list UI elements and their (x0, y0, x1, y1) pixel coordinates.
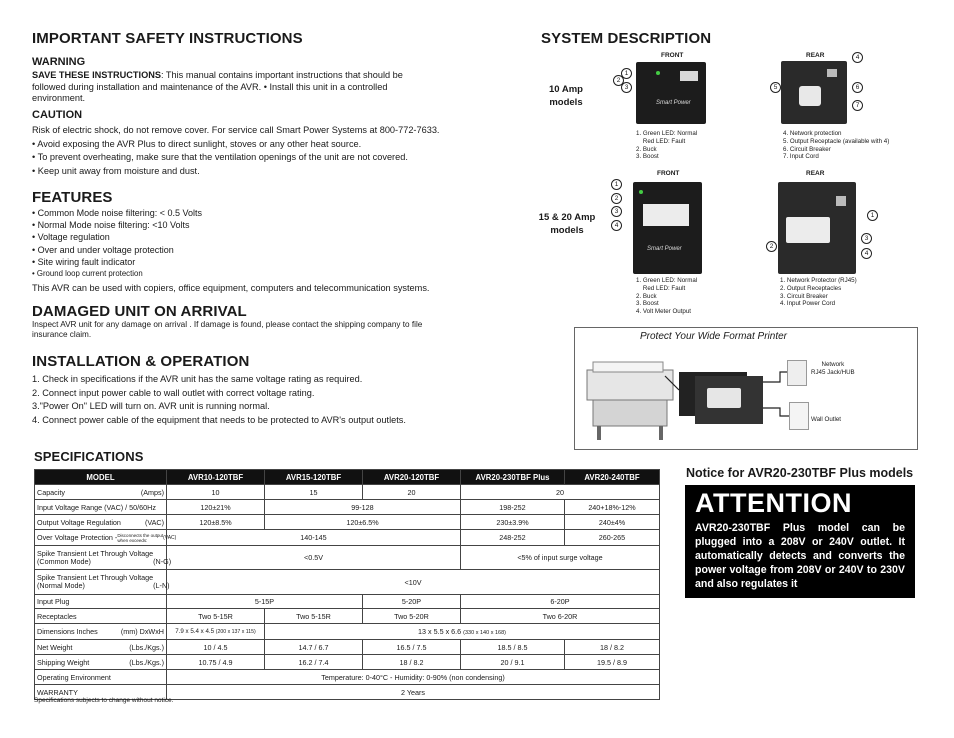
row-unit: (L-N) (153, 581, 170, 590)
row-label-text: Capacity (37, 487, 65, 497)
table-cell: 15 (265, 485, 363, 500)
warning-lead: SAVE THESE INSTRUCTIONS (32, 70, 161, 80)
row-label-text: Dimensions Inches (37, 627, 98, 636)
avr15-rear-image (778, 182, 856, 274)
printer-panel-title: Protect Your Wide Format Printer (640, 331, 788, 342)
caption-line: 3. Boost (636, 300, 659, 308)
callout-marker: 4 (611, 220, 622, 231)
table-cell: 18 / 8.2 (565, 640, 660, 655)
installation-step: 4. Connect power cable of the equipment that needs to be protected to AVR's output outlets. (32, 414, 406, 425)
table-cell: 19.5 / 8.9 (565, 655, 660, 670)
table-cell: 240+18%-12% (565, 500, 660, 515)
row-label (35, 530, 177, 546)
brand-logo: Smart Power (647, 246, 682, 252)
row-label: Input Voltage Range (VAC) / 50/60Hz (35, 500, 167, 515)
table-header: AVR15-120TBF (265, 470, 363, 485)
caption-line: 4. Network protection (783, 130, 842, 137)
network-label-line: Network (821, 361, 845, 368)
network-label-line: RJ45 Jack/HUB (811, 369, 855, 376)
row-label-text: Shipping Weight (37, 657, 90, 667)
callout-marker: 1 (621, 68, 632, 79)
callout-marker: 3 (611, 206, 622, 217)
caution-line: • Keep unit away from moisture and dust. (32, 165, 200, 176)
table-row (35, 609, 660, 624)
rear-label-15: REAR (806, 170, 825, 177)
specs-footnote: Specifications subjects to change without notice. (34, 697, 174, 704)
row-label (35, 485, 167, 500)
table-header: AVR10-120TBF (167, 470, 265, 485)
front-15-caption (636, 277, 697, 316)
callout-marker: 6 (852, 82, 863, 93)
row-label: Input Plug (35, 595, 167, 609)
model-15-line: models (550, 225, 584, 236)
row-label (35, 624, 167, 640)
table-cell: 20 (461, 485, 660, 500)
table-row (35, 624, 660, 640)
network-jack-icon (787, 360, 807, 386)
meter-display (680, 71, 698, 81)
caption-line: 3. Circuit Breaker (780, 292, 828, 300)
printer-panel (574, 327, 918, 450)
receptacle-icon (786, 217, 830, 243)
table-cell: 20 (363, 485, 461, 500)
row-label-line: Spike Transient Let Through Voltage (37, 548, 154, 558)
feature-item: • Site wiring fault indicator (32, 256, 136, 267)
model-10-label (549, 83, 583, 109)
table-row (35, 570, 660, 595)
feature-item: • Over and under voltage protection (32, 244, 174, 255)
table-cell: 248-252 (461, 530, 565, 546)
connection-lines (575, 328, 917, 449)
callout-marker: 2 (611, 193, 622, 204)
attention-heading: ATTENTION (695, 488, 852, 518)
table-cell: Two 5-15R (167, 609, 265, 624)
row-label (35, 546, 172, 570)
caution-line: Risk of electric shock, do not remove cover. For service call Smart Power Systems at 800-772-7633. (32, 125, 440, 135)
led-icon (639, 190, 643, 194)
wall-outlet-label: Wall Outlet (811, 416, 842, 423)
model-10-line: 10 Amp (549, 84, 583, 95)
caption-line: 1. Green LED: Normal (636, 130, 698, 137)
model-15-line: 15 & 20 Amp (538, 212, 596, 223)
table-cell: 20 / 9.1 (461, 655, 565, 670)
table-row (35, 640, 660, 655)
network-port-icon (827, 69, 837, 77)
callout-marker: 4 (852, 52, 863, 63)
caption-line: 4. Volt Meter Output (636, 308, 692, 316)
features-summary: This AVR can be used with copiers, office equipment, computers and telecommunication systems. (32, 283, 430, 293)
table-row (35, 546, 660, 570)
row-label-text: Over Voltage Protection - (37, 533, 118, 542)
model-15-label (537, 211, 597, 237)
table-cell (265, 624, 660, 640)
table-cell: 18 / 8.2 (363, 655, 461, 670)
caption-line: 2. Buck (636, 292, 657, 300)
callout-marker: 5 (770, 82, 781, 93)
caption-line: 1. Network Protector (RJ45) (780, 277, 857, 284)
callout-marker: 4 (861, 248, 872, 259)
table-cell: 18.5 / 8.5 (461, 640, 565, 655)
table-row (35, 530, 660, 546)
table-cell: 10 (167, 485, 265, 500)
spec-table (34, 469, 660, 700)
table-cell: 120±6.5% (265, 515, 461, 530)
damaged-text: Inspect AVR unit for any damage on arrival . If damage is found, please contact the shipping company to file insurance claim. (32, 320, 423, 340)
table-row (35, 500, 660, 515)
caption-line: Red LED: Fault (636, 284, 686, 292)
dimension-value: 7.9 x 5.4 x 4.5 (175, 628, 215, 635)
callout-marker: 2 (766, 241, 777, 252)
notice-title: Notice for AVR20-230TBF Plus models (686, 466, 914, 480)
front-label-15: FRONT (657, 170, 680, 177)
dimension-value: 13 x 5.5 x 6.6 (418, 627, 462, 636)
table-cell: <0.5V (167, 546, 461, 570)
row-label-line: (Common Mode) (37, 556, 91, 566)
row-note-line: when exceeds: (117, 537, 148, 543)
table-cell: Two 5-20R (363, 609, 461, 624)
table-cell: 140-145 (167, 530, 461, 546)
row-label: Operating Environment (35, 670, 167, 685)
table-cell: 5-15P (167, 595, 363, 609)
table-header: MODEL (35, 470, 167, 485)
brand-logo: Smart Power (656, 100, 691, 106)
wall-outlet-icon (789, 402, 809, 430)
table-cell: 2 Years (167, 685, 660, 700)
installation-step: 2. Connect input power cable to wall outlet with correct voltage rating. (32, 387, 315, 398)
table-cell: 120±8.5% (167, 515, 265, 530)
damaged-title: DAMAGED UNIT ON ARRIVAL (32, 303, 247, 320)
row-label-text (37, 550, 153, 566)
volt-meter-display (643, 204, 689, 226)
row-unit: (N-G) (153, 556, 172, 566)
caution-line: • To prevent overheating, make sure that the ventilation openings of the unit are not covered. (32, 152, 408, 162)
row-label (35, 515, 167, 530)
caution-list (32, 124, 502, 178)
table-cell: 14.7 / 6.7 (265, 640, 363, 655)
callout-marker: 3 (861, 233, 872, 244)
table-cell: 10.75 / 4.9 (167, 655, 265, 670)
table-header-row (35, 470, 660, 485)
table-cell: 16.5 / 7.5 (363, 640, 461, 655)
table-row (35, 485, 660, 500)
row-label (35, 640, 167, 655)
caption-line: 7. Input Cord (783, 153, 819, 161)
row-unit: (VAC) (144, 517, 164, 527)
table-cell: 120±21% (167, 500, 265, 515)
installation-step: 3."Power On" LED will turn on. AVR unit is running normal. (32, 401, 270, 411)
feature-item: • Common Mode noise filtering: < 0.5 Volts (32, 208, 202, 218)
table-cell (167, 624, 265, 640)
dimension-metric: (200 x 137 x 115) (215, 629, 256, 635)
warning-body: : This manual contains important instructions that should be followed during installation and maintenance of the AVR. • Install this unit in a controlled environment. (32, 70, 403, 103)
row-label-line: (Normal Mode) (37, 581, 85, 590)
table-row (35, 655, 660, 670)
caption-line: 6. Circuit Breaker (783, 145, 831, 153)
caution-heading: CAUTION (32, 109, 83, 121)
table-row (35, 595, 660, 609)
callout-marker: 7 (852, 100, 863, 111)
table-row (35, 515, 660, 530)
installation-title: INSTALLATION & OPERATION (32, 353, 250, 370)
dimension-metric: (330 x 140 x 168) (463, 630, 506, 636)
avr10-rear-image (781, 61, 847, 124)
row-label (35, 655, 167, 670)
caution-line: • Avoid exposing the AVR Plus to direct sunlight, stoves or any other heat source. (32, 138, 362, 149)
table-row (35, 670, 660, 685)
caption-line: 4. Input Power Cord (780, 300, 836, 308)
table-cell: 99-128 (265, 500, 461, 515)
caption-line: 2. Buck (636, 145, 657, 153)
row-unit: (Lbs./Kgs.) (129, 642, 164, 652)
row-unit: (Amps) (140, 487, 164, 497)
network-label (811, 361, 855, 377)
row-unit: (mm) DxWxH (120, 627, 164, 636)
caption-line: 2. Output Receptacles (780, 284, 842, 292)
table-cell: 260-265 (565, 530, 660, 546)
warning-text (32, 70, 432, 105)
model-10-line: models (549, 97, 583, 108)
warning-heading: WARNING (32, 56, 86, 68)
feature-item: • Voltage regulation (32, 232, 110, 243)
table-cell: 16.2 / 7.4 (265, 655, 363, 670)
caption-line: 5. Output Receptacle (available with 4) (783, 137, 890, 145)
table-header: AVR20-240TBF (565, 470, 660, 485)
network-port-icon (836, 196, 846, 206)
rear-label-10: REAR (806, 52, 825, 59)
table-cell: 230±3.9% (461, 515, 565, 530)
features-list (32, 207, 462, 280)
row-label: WARRANTY (35, 685, 167, 700)
table-cell: <5% of input surge voltage (461, 546, 660, 570)
features-title: FEATURES (32, 189, 113, 206)
table-cell: Temperature: 0-40°C - Humidity: 0-90% (non condensing) (167, 670, 660, 685)
receptacle-icon (799, 86, 821, 106)
row-unit: (VAC) (163, 534, 177, 541)
safety-title: IMPORTANT SAFETY INSTRUCTIONS (32, 30, 303, 47)
attention-text: AVR20-230TBF Plus model can be plugged into a 208V or 240V outlet. It automatically detects and converts the power voltage from 208V or 240V to 230V and also regulates it (695, 522, 905, 590)
specs-title: SPECIFICATIONS (34, 449, 144, 464)
front-10-caption (636, 130, 697, 161)
table-cell: 240±4% (565, 515, 660, 530)
row-label-text (37, 574, 153, 590)
rear-10-caption (783, 130, 889, 161)
row-label (35, 570, 170, 595)
callout-marker: 1 (611, 179, 622, 190)
front-label-10: FRONT (661, 52, 684, 59)
row-label-text: Net Weight (37, 642, 73, 652)
avr15-front-image (633, 182, 702, 274)
table-cell: 198-252 (461, 500, 565, 515)
row-label-line: Spike Transient Let Through Voltage (37, 573, 154, 582)
feature-item: • Normal Mode noise filtering: <10 Volts (32, 220, 190, 231)
attention-box (685, 485, 915, 598)
led-icon (656, 71, 660, 75)
row-note-line: Disconnects the output (117, 532, 164, 538)
feature-item: • Ground loop current protection (32, 269, 143, 279)
table-cell: 5-20P (363, 595, 461, 609)
caption-line: 1. Green LED: Normal (636, 277, 698, 284)
table-cell: <10V (167, 570, 660, 595)
rear-15-caption (780, 277, 857, 308)
installation-step: 1. Check in specifications if the AVR unit has the same voltage rating as required. (32, 374, 363, 384)
table-cell: 6-20P (461, 595, 660, 609)
row-unit: (Lbs./Kgs.) (129, 657, 164, 667)
callout-marker: 1 (867, 210, 878, 221)
installation-steps (32, 373, 502, 427)
caption-line: 3. Boost (636, 153, 659, 161)
callout-marker: 3 (621, 82, 632, 93)
caption-line: Red LED: Fault (636, 137, 686, 145)
table-header: AVR20-230TBF Plus (461, 470, 565, 485)
table-cell: Two 6-20R (461, 609, 660, 624)
table-cell: 10 / 4.5 (167, 640, 265, 655)
row-note (117, 533, 163, 543)
table-cell: Two 5-15R (265, 609, 363, 624)
callout-marker: 2 (613, 75, 624, 86)
table-header: AVR20-120TBF (363, 470, 461, 485)
row-label-text: Output Voltage Regulation (37, 517, 121, 527)
avr10-front-image (636, 62, 706, 124)
system-title: SYSTEM DESCRIPTION (541, 30, 712, 47)
row-label: Receptacles (35, 609, 167, 624)
